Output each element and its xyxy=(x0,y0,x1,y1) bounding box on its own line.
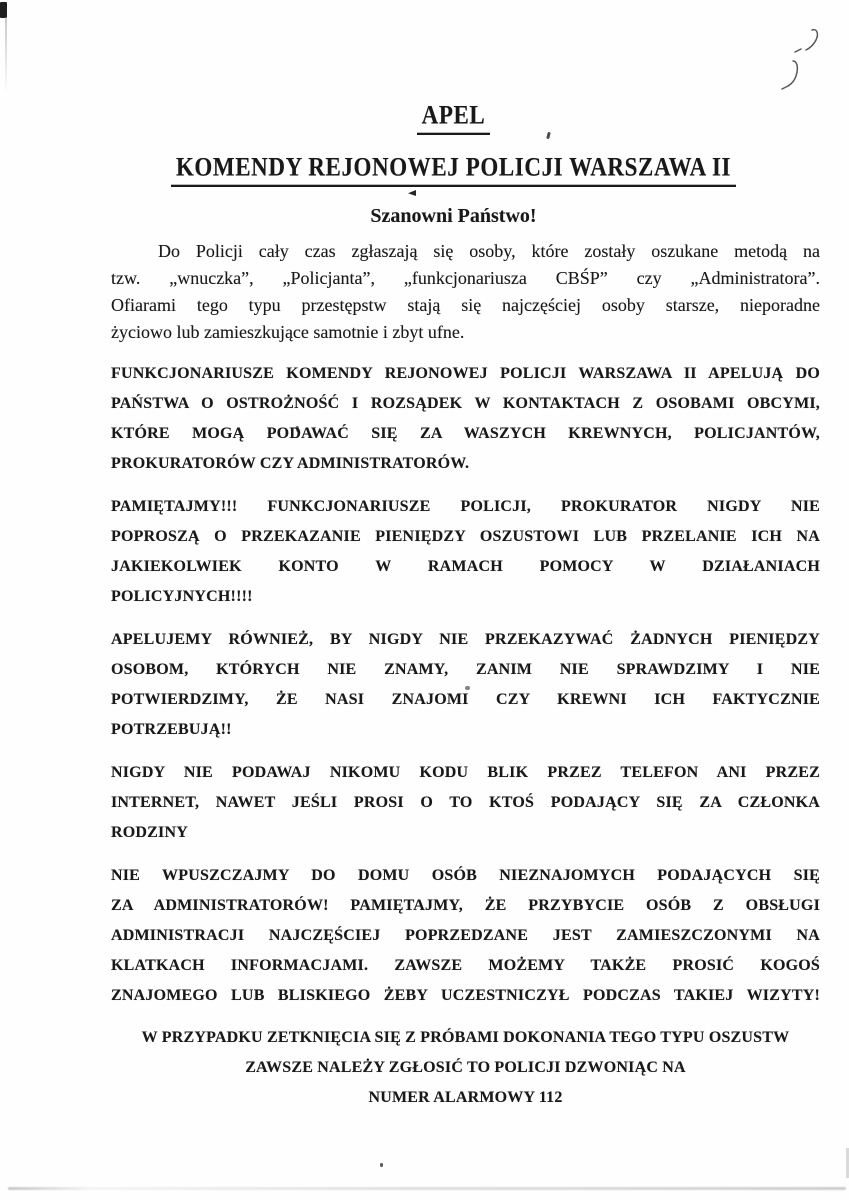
greeting: Szanowni Państwo! xyxy=(370,205,537,227)
scan-streak xyxy=(5,17,7,102)
document-subtitle xyxy=(111,152,796,187)
text-line: KLATKACH INFORMACJAMI. ZAWSZE MOŻEMY TAKŻE PROSIĆ KOGOŚ xyxy=(111,957,820,974)
text-line: W PRZYPADKU ZETKNIĘCIA SIĘ Z PRÓBAMI DOKONANIA TEGO TYPU OSZUSTW xyxy=(141,1029,790,1046)
appeal-paragraph-3 xyxy=(111,625,820,745)
text-line: JAKIEKOLWIEK KONTO W RAMACH POMOCY W DZIAŁANIACH xyxy=(111,558,820,575)
text-line: RODZINY xyxy=(111,824,188,841)
text-line: życiowo lub zamieszkujące samotnie i zbyt ufne. xyxy=(111,322,465,342)
text-line: ADMINISTRACJI NAJCZĘŚCIEJ POPRZEDZANE JEST ZAMIESZCZONYMI NA xyxy=(111,927,820,944)
text-line: PROKURATORÓW CZY ADMINISTRATORÓW. xyxy=(111,455,470,472)
text-line: NIGDY NIE PODAWAJ NIKOMU KODU BLIK PRZEZ TELEFON ANI PRZEZ xyxy=(111,764,820,781)
text-line: ZAWSZE NALEŻY ZGŁOSIĆ TO POLICJI DZWONIĄC NA xyxy=(245,1059,686,1076)
text-line: APELUJEMY RÓWNIEŻ, BY NIGDY NIE PRZEKAZYWAĆ ŻADNYCH PIENIĘDZY xyxy=(111,631,820,648)
document-subtitle-text: KOMENDY REJONOWEJ POLICJI WARSZAWA II xyxy=(171,151,736,187)
text-line: KTÓRE MOGĄ PODAWAĆ SIĘ ZA WASZYCH KREWNYCH, POLICJANTÓW, xyxy=(111,425,820,442)
text-line: NUMER ALARMOWY 112 xyxy=(368,1089,563,1106)
text-line: POTWIERDZIMY, ŻE NASI ZNAJOMI CZY KREWNI ICH FAKTYCZNIE xyxy=(111,691,820,708)
appeal-paragraph-4 xyxy=(111,758,820,848)
text-line: Do Policji cały czas zgłaszają się osoby, które zostały oszukane metodą na xyxy=(158,241,820,261)
document-header xyxy=(111,100,796,228)
text-line: OSOBOM, KTÓRYCH NIE ZNAMY, ZANIM NIE SPRAWDZIMY I NIE xyxy=(111,661,820,678)
text-line: INTERNET, NAWET JEŚLI PROSI O TO KTOŚ PODAJĄCY SIĘ ZA CZŁONKA xyxy=(111,794,820,811)
document-body xyxy=(111,0,820,1113)
text-line: NIE WPUSZCZAJMY DO DOMU OSÓB NIEZNAJOMYCH PODAJĄCYCH SIĘ xyxy=(111,867,820,884)
closing-statement xyxy=(111,1023,820,1113)
text-line: FUNKCJONARIUSZE KOMENDY REJONOWEJ POLICJI WARSZAWA II APELUJĄ DO xyxy=(111,365,820,382)
text-line: tzw. „wnuczka”, „Policjanta”, „funkcjonariusza CBŚP” czy „Administratora”. xyxy=(111,268,820,288)
text-line: Ofiarami tego typu przestępstw stają się najczęściej osoby starsze, nieporadne xyxy=(111,295,820,315)
appeal-paragraph-1 xyxy=(111,359,820,479)
scan-edge-mark xyxy=(0,2,7,18)
document-title-text: APEL xyxy=(417,99,491,135)
text-line: PAŃSTWA O OSTROŻNOŚĆ I ROZSĄDEK W KONTAKTACH Z OSOBAMI OBCYMI, xyxy=(111,395,820,412)
document-title xyxy=(111,100,796,135)
text-line: POPROSZĄ O PRZEKAZANIE PIENIĘDZY OSZUSTOWI LUB PRZELANIE ICH NA xyxy=(111,528,820,545)
appeal-paragraph-2 xyxy=(111,492,820,612)
scan-speck xyxy=(380,1163,383,1167)
text-line: POLICYJNYCH!!!! xyxy=(111,588,253,605)
text-line: POTRZEBUJĄ!! xyxy=(111,721,232,738)
text-line: PAMIĘTAJMY!!! FUNKCJONARIUSZE POLICJI, PROKURATOR NIGDY NIE xyxy=(111,498,820,515)
intro-paragraph xyxy=(111,238,820,346)
text-line: ZNAJOMEGO LUB BLISKIEGO ŻEBY UCZESTNICZYŁ PODCZAS TAKIEJ WIZYTY! xyxy=(111,987,820,1004)
scan-bottom-edge xyxy=(8,1187,846,1190)
text-line: ZA ADMINISTRATORÓW! PAMIĘTAJMY, ŻE PRZYBYCIE OSÓB Z OBSŁUGI xyxy=(111,897,820,914)
appeal-paragraph-5 xyxy=(111,861,820,1011)
